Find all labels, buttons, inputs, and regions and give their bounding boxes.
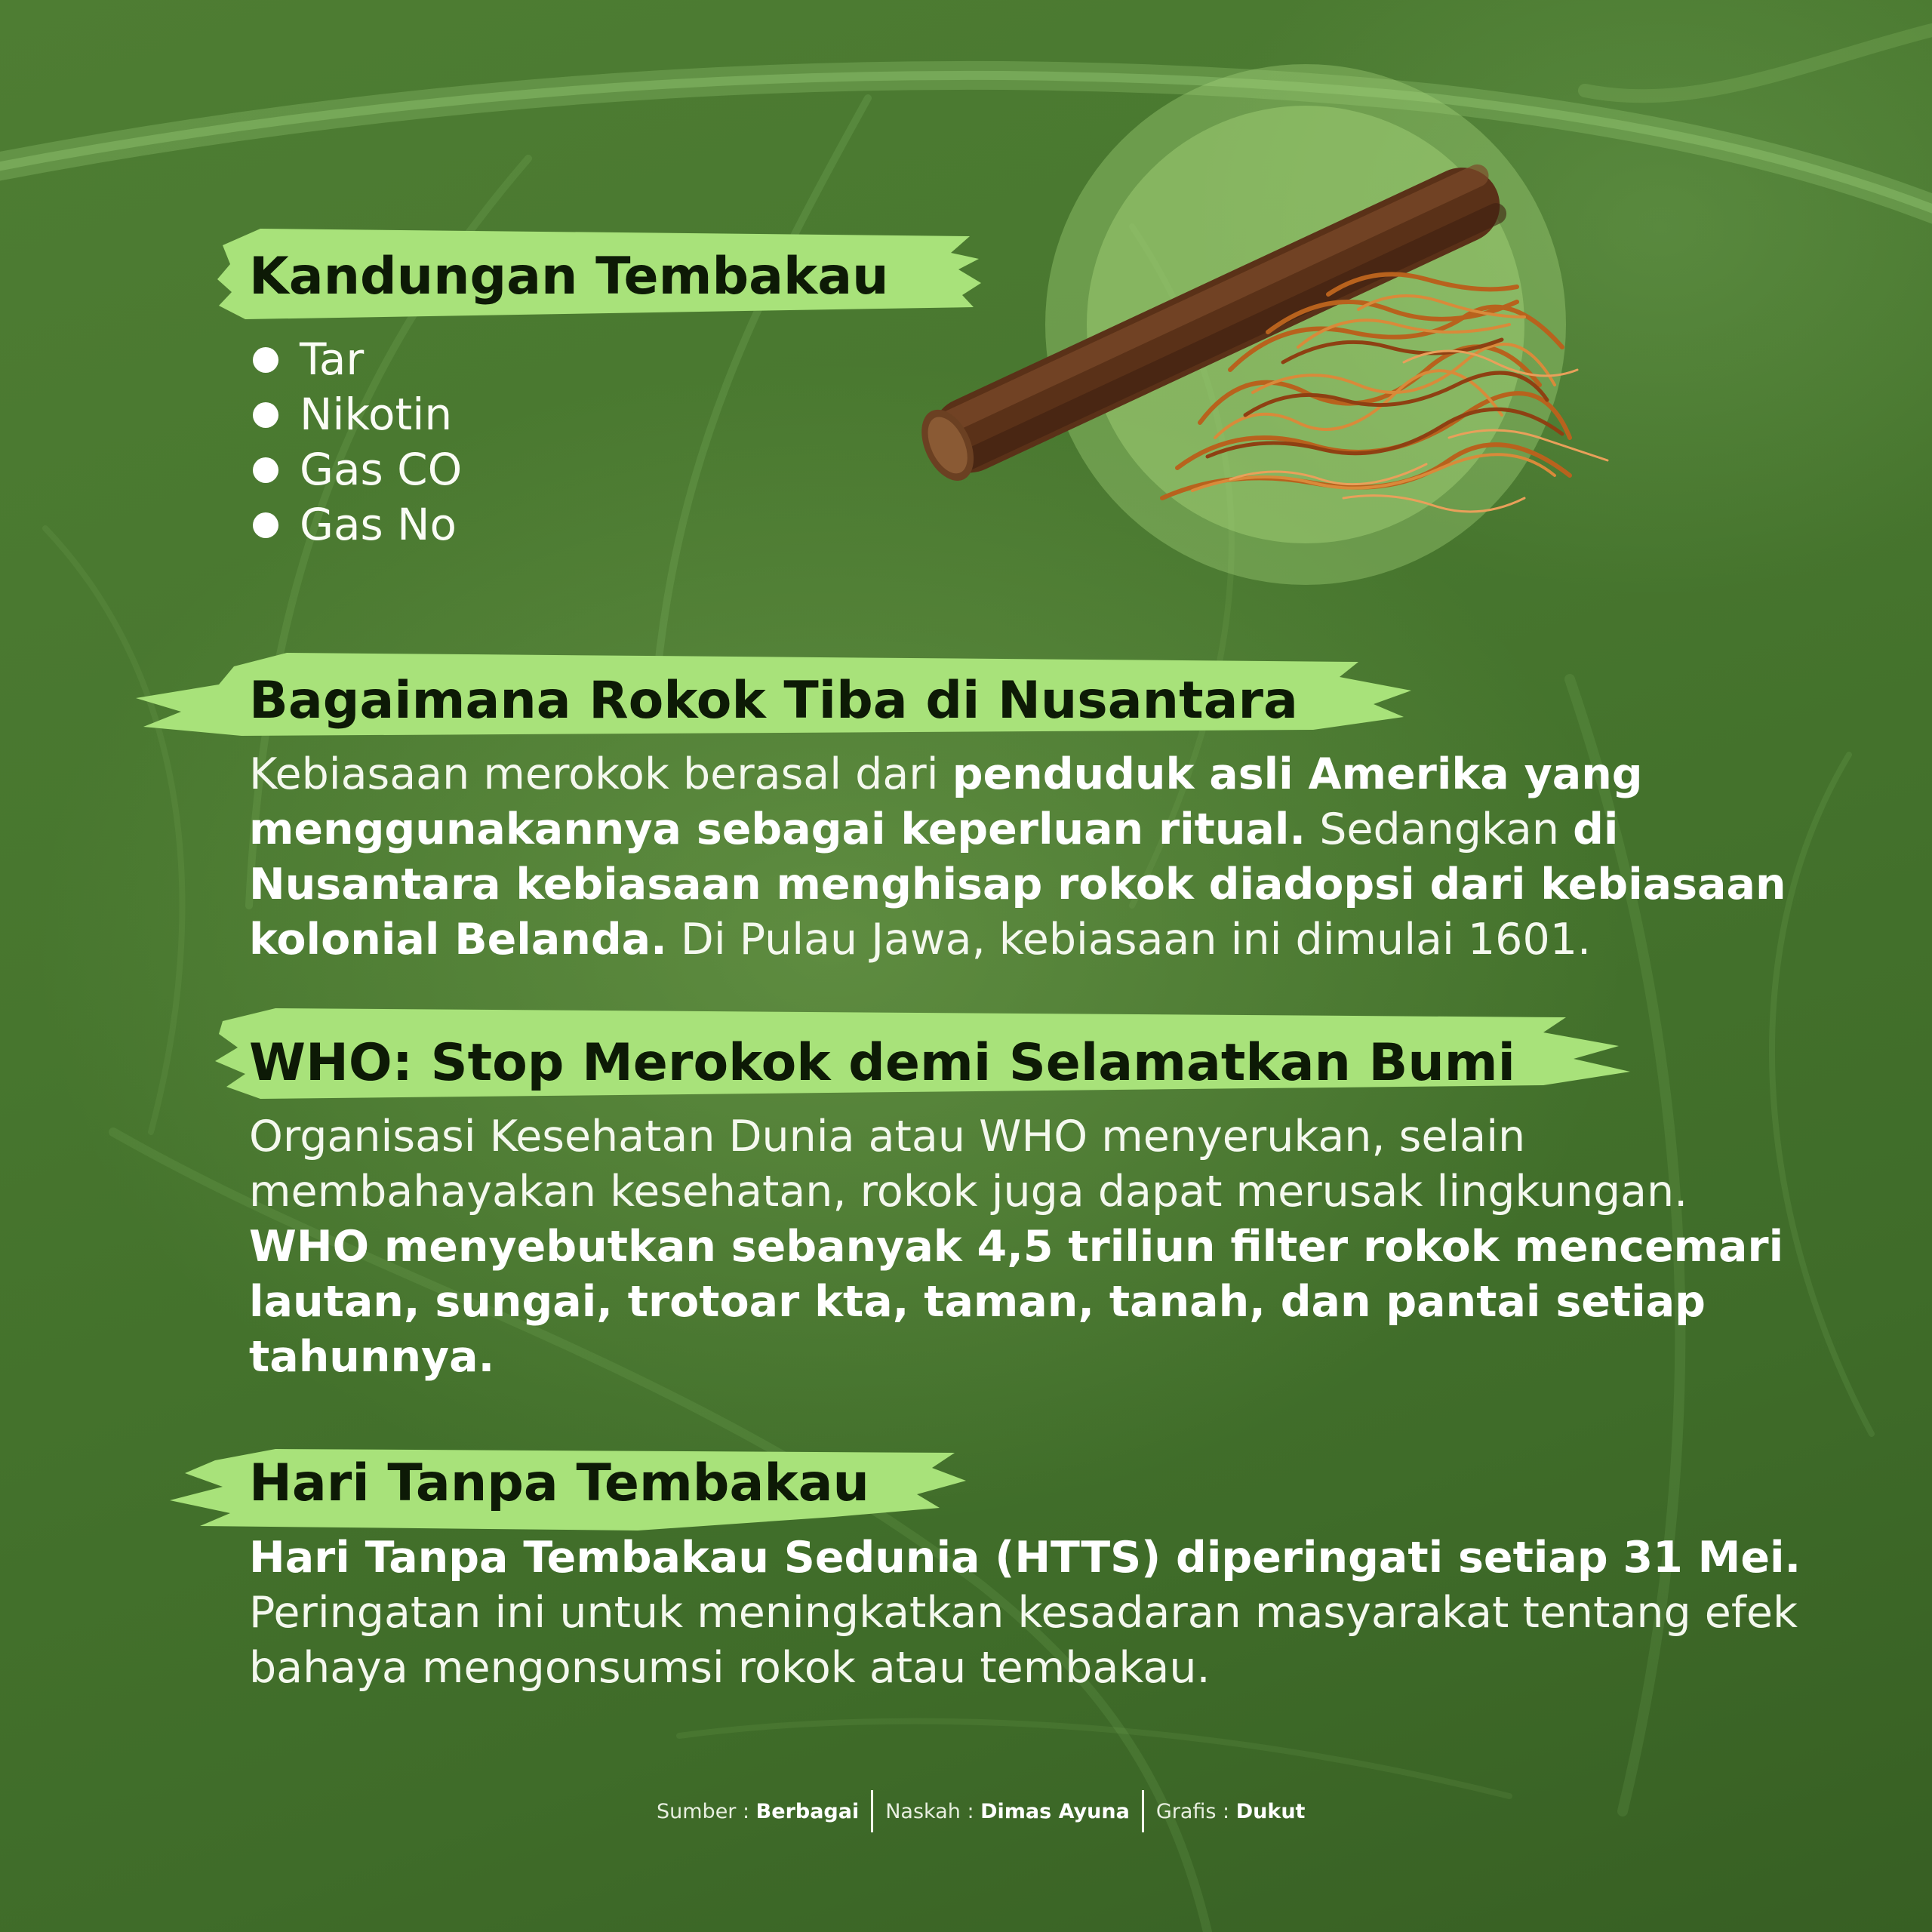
section-title-nusantara: Bagaimana Rokok Tiba di Nusantara xyxy=(249,671,1298,731)
tobacco-content-list xyxy=(253,332,462,552)
credit-graphics: Grafis : Dukut xyxy=(1155,1799,1306,1823)
bullet-icon xyxy=(253,347,278,373)
list-item xyxy=(253,442,462,497)
list-item-label: Gas No xyxy=(300,499,457,550)
bullet-icon xyxy=(253,457,278,483)
list-item-label: Nikotin xyxy=(300,389,453,440)
paragraph-who: Organisasi Kesehatan Dunia atau WHO menyerukan, selain membahayakan kesehatan, rokok juga dapat merusak lingkungan. WHO menyebutkan sebanyak 4,5 triliun filter rokok mencemari lautan, sungai, trotoar kta, taman, tanah, dan pantai setiap tahunnya. xyxy=(249,1112,1784,1382)
list-item xyxy=(253,332,462,387)
credit-script: Naskah : Dimas Ayuna xyxy=(885,1799,1130,1823)
section-title-kandungan: Kandungan Tembakau xyxy=(249,247,889,306)
list-item xyxy=(253,497,462,552)
cigar-and-tobacco-illustration xyxy=(875,45,1766,619)
list-item-label: Tar xyxy=(300,334,365,385)
list-item-label: Gas CO xyxy=(300,444,463,495)
list-item xyxy=(253,387,462,442)
bullet-icon xyxy=(253,512,278,538)
section-title-who: WHO: Stop Merokok demi Selamatkan Bumi xyxy=(249,1033,1515,1093)
paragraph-htts: Hari Tanpa Tembakau Sedunia (HTTS) diperingati setiap 31 Mei. Peringatan ini untuk meningkatkan kesadaran masyarakat tentang efek bahaya mengonsumsi rokok atau tembakau. xyxy=(249,1533,1801,1693)
credit-divider xyxy=(871,1790,873,1832)
credits-bar xyxy=(657,1789,1305,1834)
bullet-icon xyxy=(253,402,278,428)
paragraph-nusantara: Kebiasaan merokok berasal dari penduduk asli Amerika yang menggunakannya sebagai keperluan ritual. Sedangkan di Nusantara kebiasaan menghisap rokok diadopsi dari kebiasaan kolonial Belanda. Di Pulau Jawa, kebiasaan ini dimulai 1601. xyxy=(249,749,1786,964)
credit-source: Sumber : Berbagai xyxy=(657,1799,860,1823)
section-title-htts: Hari Tanpa Tembakau xyxy=(249,1454,869,1513)
credit-divider xyxy=(1142,1790,1144,1832)
